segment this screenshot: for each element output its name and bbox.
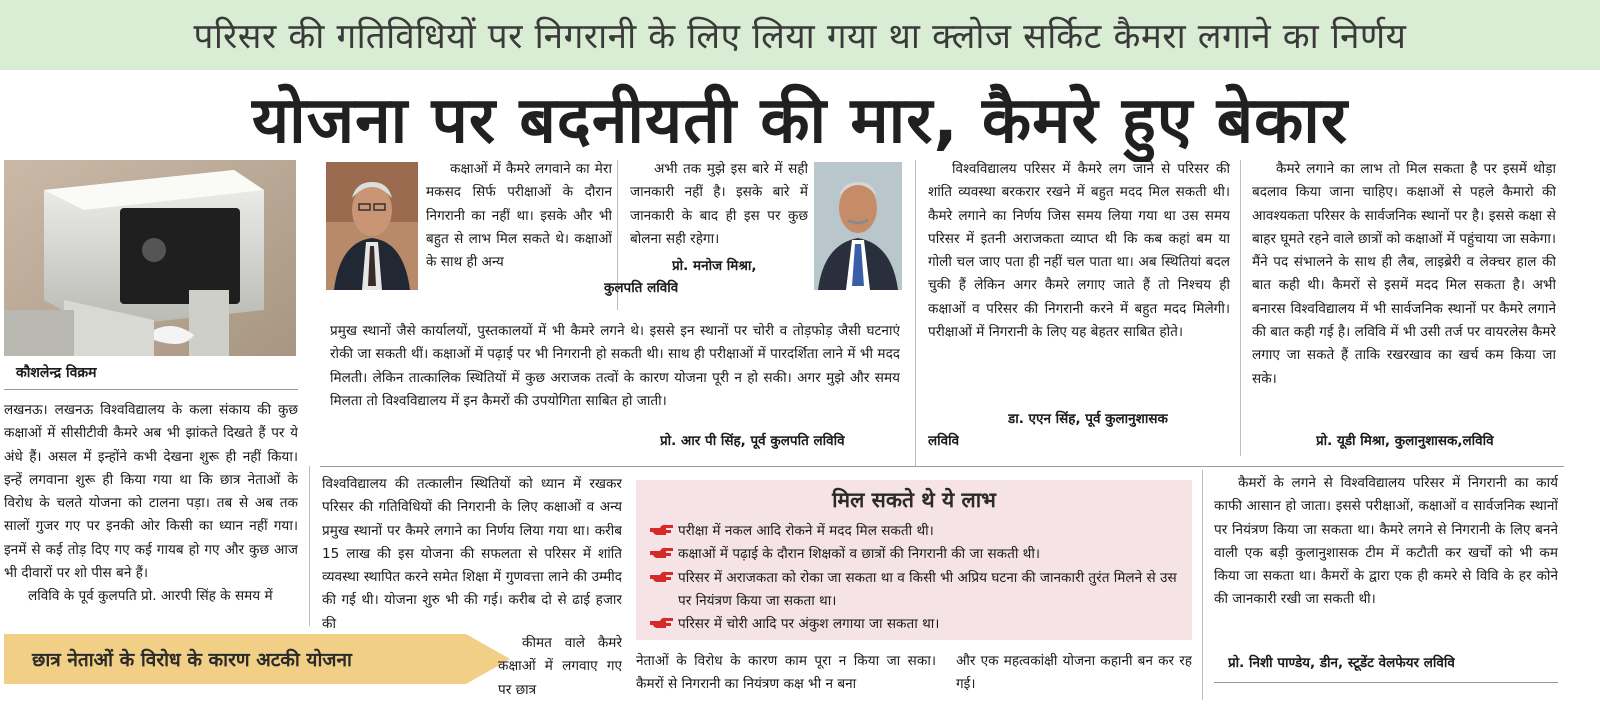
body-column-2-tail <box>498 632 622 704</box>
benefit-text: परिसर में अराजकता को रोका जा सकता था व किसी भी अप्रिय घटना की जानकारी तुरंत मिलने से उस पर नियंत्रण किया जा सकता था। <box>678 569 1177 609</box>
benefit-item <box>644 520 1184 543</box>
body-bottom-2-text: और एक महत्वकांक्षी योजना कहानी बन कर रह गई। <box>956 653 1192 693</box>
quote-ud-mishra <box>1252 158 1556 428</box>
photo-credit: कौशलेन्द्र विक्रम <box>16 365 97 381</box>
quote-manoj-mishra-signature-2: कुलपति लविवि <box>604 280 679 296</box>
banner-text: छात्र नेताओं के विरोध के कारण अटकी योजना <box>32 649 352 671</box>
divider <box>1202 470 1203 700</box>
quote-rp-singh-intro <box>426 158 612 321</box>
benefit-item <box>644 543 1184 566</box>
pointing-hand-icon <box>650 617 674 631</box>
divider <box>1240 160 1241 456</box>
benefits-box <box>636 480 1192 640</box>
benefit-text: कक्षाओं में पढ़ाई के दौरान शिक्षकों व छात्रों की निगरानी की जा सकती थी। <box>678 546 1041 563</box>
cctv-camera-photo <box>4 160 296 356</box>
pointing-hand-icon <box>650 524 674 538</box>
divider <box>4 389 298 390</box>
body-column-2-text: विश्वविद्यालय की तत्कालीन स्थितियों को ध्यान में रखकर परिसर की गतिविधियों की निगरानी के लिए कक्षाओं व अन्य प्रमुख स्थानों पर कैमरे लगाने का निर्णय लिया गया था। करीब 15 लाख की इस योजना की सफलता से परिसर में शांति व्यवस्था स्थापित करने समेत शिक्षा में गुणवत्ता लाने की उम्मीद की गई थी। योजना शुरु भी की गई। करीब दो से ढाई हजार की <box>322 476 622 632</box>
divider <box>915 160 916 466</box>
body-column-2-tail-text: कीमत वाले कैमरे कक्षाओं में लगवाए गए पर छात्र <box>498 635 622 698</box>
quote-ud-mishra-text: कैमरे लगाने का लाभ तो मिल सकता है पर इसमें थोड़ा बदलाव किया जाना चाहिए। कक्षाओं से पहले कैमारो की आवश्यकता परिसर के सार्वजनिक स्थानों पर है। इससे कक्षा से बाहर घूमते रहने वाले छात्रों को कक्षाओं में पहुंचाया जा सकेगा। मैंने पद संभालने के साथ ही लैब, लाइब्रेरी व लेक्चर हाल की बात कही थी। कैमरों से इसमें मदद मिल सकता है। अभी बनारस विश्वविद्यालय में भी सार्वजनिक स्थानों पर कैमरे लगाने की बात कही गई है। लविवि में भी उसी तर्ज पर वायरलेस कैमरे लगाए जा सकते हैं ताकि रखरखाव का खर्च कम किया जा सके। <box>1252 161 1556 387</box>
quote-manoj-mishra-signature-1: प्रो. मनोज मिश्रा, <box>672 258 757 274</box>
kicker-text: परिसर की गतिविधियों पर निगरानी के लिए लिया गया था क्लोज सर्किट कैमरा लगाने का निर्णय <box>193 16 1407 57</box>
quote-rp-singh-body-text: प्रमुख स्थानों जैसे कार्यालयों, पुस्तकालयों में भी कैमरे लगने थे। इससे इन स्थानों पर चोरी व तोड़फोड़ जैसी घटनाएं रोकी जा सकती थीं। कक्षाओं में पढ़ाई पर भी निगरानी हो सकती थी। साथ ही परीक्षाओं में पारदर्शिता लाने में भी मदद मिलती। लेकिन तात्कालिक स्थितियों में कुछ अराजक तत्वों के कारण योजना पूरी न हो सकी। अगर मुझे और समय मिलता तो विश्वविद्यालय में इन कैमरों की उपयोगिता साबित हो जाती। <box>330 323 900 409</box>
lead-paragraph: लखनऊ। लखनऊ विश्वविद्यालय के कला संकाय की कुछ कक्षाओं में सीसीटीवी कैमरे अब भी झांकते दिखते हैं पर ये अंधे हैं। असल में इन्होंने कभी देखना शुरू ही नहीं किया। इन्हें लगवाना शुरू ही किया गया था कि छात्र नेताओं के विरोध के चलते योजना को टालना पड़ा। तब से अब तक सालों गुजर गए पर इनकी ओर किसी का ध्यान नहीं गया। इनमें से कई तोड़ दिए गए कई गायब हो गए और कुछ आज भी दीवारों पर शो पीस बने हैं। <box>4 402 298 582</box>
pointing-hand-icon <box>650 547 674 561</box>
quote-an-singh-text: विश्वविद्यालय परिसर में कैमरे लग जाने से परिसर की शांति व्यवस्था बरकरार रखने में बहुत मदद मिल सकती थी। कैमरे लगाने का निर्णय जिस समय लिया गया था उस समय परिसर में इतनी अराजकता व्याप्त थी कि कब कहां बम या गोली चल जाए पता ही नहीं चल पाता था। अब स्थितियां बदल चुकी हैं लेकिन अगर कैमरे लगाए जाते हैं तो निश्चय ही कक्षाओं व परिसर की निगरानी करने में बहुत मदद मिलेगी। परीक्षाओं में निगरानी के लिए यह बेहतर साबित होते। <box>928 161 1230 341</box>
quote-rp-singh-signature: प्रो. आर पी सिंह, पूर्व कुलपति लविवि <box>660 433 845 449</box>
portrait-rp-singh <box>326 162 418 290</box>
benefit-text: परिसर में चोरी आदि पर अंकुश लगाया जा सकता था। <box>678 616 940 633</box>
divider <box>1214 682 1558 683</box>
body-bottom-2 <box>956 650 1192 700</box>
kicker-strip <box>0 0 1600 70</box>
body-bottom-1-text: नेताओं के विरोध के कारण काम पूरा न किया जा सका। कैमरों से निगरानी का नियंत्रण कक्ष भी न बना <box>636 653 936 693</box>
pointing-hand-icon <box>650 571 674 585</box>
benefits-title: मिल सकते थे ये लाभ <box>832 488 996 512</box>
quote-an-singh-signature-1: डा. एएन सिंह, पूर्व कुलानुशासक <box>1008 411 1168 427</box>
benefits-list <box>636 520 1192 636</box>
benefit-item <box>644 567 1184 614</box>
quote-nishi-pandey-signature: प्रो. निशी पाण्डेय, डीन, स्टूडेंट वेलफेयर लविवि <box>1228 655 1455 671</box>
quote-nishi-pandey <box>1214 472 1558 662</box>
headline-text: योजना पर बदनीयती की मार, कैमरे हुए बेकार <box>251 83 1349 158</box>
benefit-item <box>644 613 1184 636</box>
lead-paragraph-2: लविवि के पूर्व कुलपति प्रो. आरपी सिंह के समय में <box>28 588 273 605</box>
portrait-manoj-mishra <box>814 162 902 290</box>
page-headline <box>0 72 1600 162</box>
quote-manoj-mishra-text: अभी तक मुझे इस बारे में सही जानकारी नहीं है। इसके बारे में जानकारी के बाद ही इस पर कुछ बोलना सही रहेगा। <box>630 161 808 247</box>
quote-nishi-pandey-text: कैमरों के लगने से विश्वविद्यालय परिसर में निगरानी का कार्य काफी आसान हो जाता। इससे परीक्षाओं, कक्षाओं व सार्वजनिक स्थानों पर नियंत्रण किया जा सकता था। कैमरे लगने से निगरानी के लिए बनने वाली एक बड़ी कुलानुशासक टीम में कटौती कर खर्चों को भी कम किया जा सकता था। कैमरों के द्वारा एक ही कमरे से विवि के हर कोने की जानकारी रखी जा सकती थी। <box>1214 475 1558 608</box>
lead-column <box>4 399 298 632</box>
quote-an-singh <box>928 158 1230 408</box>
divider <box>320 466 1564 467</box>
divider <box>309 466 310 626</box>
benefit-text: परीक्षा में नकल आदि रोकने में मदद मिल सकती थी। <box>678 523 934 539</box>
body-column-2 <box>322 473 622 636</box>
body-bottom-1 <box>636 650 936 700</box>
quote-ud-mishra-signature: प्रो. यूडी मिश्रा, कुलानुशासक,लविवि <box>1316 433 1494 449</box>
quote-rp-singh-intro-text: कक्षाओं में कैमरे लगवाने का मेरा मकसद सिर्फ परीक्षाओं के दौरान निगरानी का नहीं था। इसके और भी बहुत से लाभ मिल सकते थे। कक्षाओं के साथ ही अन्य <box>426 161 612 271</box>
quote-manoj-mishra <box>630 158 808 254</box>
quote-rp-singh-body <box>330 320 900 440</box>
quote-an-singh-signature-2: लविवि <box>928 433 960 449</box>
